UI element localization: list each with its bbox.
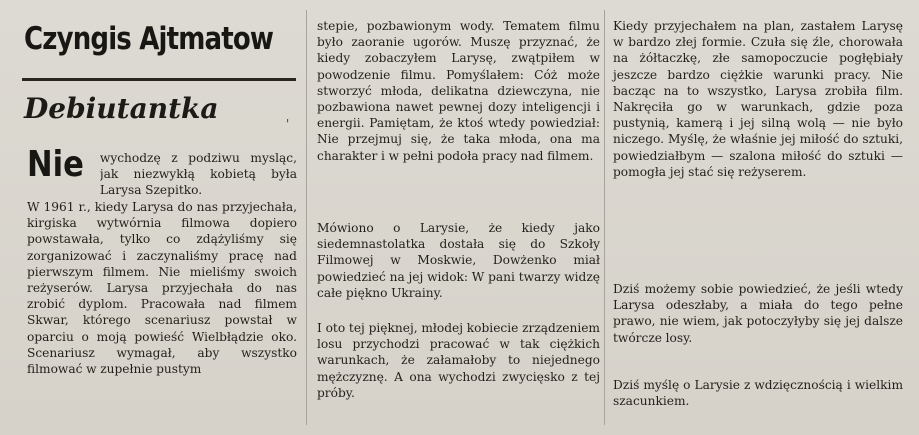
author-name: Czyngis Ajtmatow (24, 21, 274, 57)
lead-paragraph (27, 144, 297, 199)
column-2-paragraph-3: I oto tej pięknej, młodej kobiecie zrządzeniem losu przychodzi pracować w tak ciężkich warunkach, że załamałoby to niejednego mężczyznę. A ona wychodzi zwycięsko z tej próby. (317, 321, 600, 400)
column-2-paragraph-2: Mówiono o Larysie, że kiedy jako siedemnastolatka dostała się do Szkoły Filmowej w Moskwie, Dowżenko miał powiedzieć na jej widok: W pani twarzy widzę całe piękno Ukrainy. (317, 221, 600, 300)
article-title: Debiutantka (24, 92, 219, 125)
small-mark: ' (286, 117, 290, 131)
column-3-paragraph-3: Dziś myślę o Larysie z wdzięcznością i wielkim szacunkiem. (613, 378, 903, 409)
column-3-paragraph-2: Dziś możemy sobie powiedzieć, że jeśli wtedy Larysa odeszłaby, a miała do tego pełne prawo, nie wiem, jak potoczyłyby się jej dalsze twórcze losy. (613, 282, 903, 345)
column-2-paragraph-1: stepie, pozbawionym wody. Tematem filmu było zaoranie ugorów. Muszę przyznać, że kiedy zobaczyłem Larysę, zwątpiłem w powodzenie filmu. Pomyślałem: Cóż może stworzyć młoda, delikatna dziewczyna, nie pozbawiona nawet pewnej dozy inteligencji i energii. Pamiętam, że ktoś wtedy powiedział: Nie przejmuj się, że taka młoda, ona ma charakter i w pełni podoła pracy nad filmem. (317, 19, 600, 163)
column-3-paragraph-1: Kiedy przyjechałem na plan, zastałem Larysę w bardzo złej formie. Czuła się źle, chorowała na żółtaczkę, złe samopoczucie pogłębiały jeszcze bardzo ciężkie warunki pracy. Nie bacząc na to wszystko, Larysa zrobiła film. Nakręciła go w warunkach, gdzie poza pustynią, kamerą i jej silną wolą — nie było niczego. Myślę, że właśnie jej miłość do sztuki, powiedziałbym — szalona miłość do sztuki — pomogła jej stać się reżyserem. (613, 19, 903, 179)
lead-text: wychodzę z podziwu mysląc, jak niezwykłą kobietą była Larysa Szepitko. (99, 151, 297, 198)
drop-cap: Nie (27, 144, 84, 185)
column-1-text: W 1961 r., kiedy Larysa do nas przyjechała, kirgiska wytwórnia filmowa dopiero powstawała, tylko co zdążyliśmy się zorganizować i zaczynaliśmy pracę nad pierwszym filmem. Nie mieliśmy swoich reżyserów. Larysa przyjechała do nas zrobić dyplom. Pracowała nad filmem Skwar, którego scenariusz powstał w oparciu o moją powieść Wielbłądzie oko. Scenariusz wymagał, aby wszystko filmować w zupełnie pustym (27, 200, 297, 377)
column-divider-right (604, 10, 605, 425)
title-rule (22, 78, 296, 81)
column-divider-left (306, 10, 307, 425)
